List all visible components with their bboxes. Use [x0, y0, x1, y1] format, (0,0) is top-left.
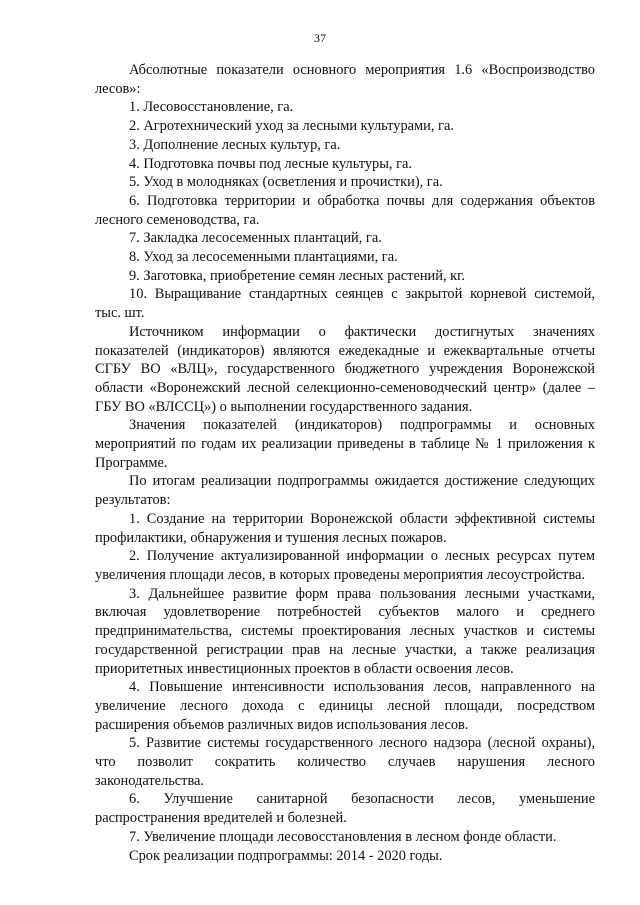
- list-item: 8. Уход за лесосеменными плантациями, га.: [129, 249, 398, 266]
- paragraph-intro: Абсолютные показатели основного мероприятия 1.6 «Воспроизводство лесов»:: [95, 62, 595, 97]
- paragraph-term: Срок реализации подпрограммы: 2014 - 2020 годы.: [129, 847, 443, 864]
- list-item: 3. Дополнение лесных культур, га.: [129, 136, 341, 153]
- paragraph-indicators: Значения показателей (индикаторов) подпрограммы и основных мероприятий по годам их реализации приведены в таблице № 1 приложения к Программе.: [95, 417, 595, 471]
- list-item: 7. Закладка лесосеменных плантаций, га.: [129, 230, 382, 247]
- document-body: [95, 61, 595, 865]
- paragraph-sources: Источником информации о фактически достигнутых значениях показателей (индикаторов) являются ежедекадные и ежеквартальные отчеты СГБУ ВО «ВЛЦ», государственного бюджетного учреждения Воронежской области «Воронежский лесной селекционно-семеноводческий центр» (далее – ГБУ ВО «ВЛССЦ») о выполнении государственного задания.: [95, 323, 595, 415]
- result-item: 4. Повышение интенсивности использования лесов, направленного на увеличение лесного дохода с единицы лесной площади, посредством расширения объемов различных видов использования лесов.: [95, 679, 595, 733]
- result-item: 3. Дальнейшее развитие форм права пользования лесными участками, включая удовлетворение потребностей субъектов малого и среднего предпринимательства, системы проектирования лесных участков и системы государственной регистрации прав на лесные участки, а также реализация приоритетных инвестиционных проектов в области освоения лесов.: [95, 585, 595, 677]
- list-item: 6. Подготовка территории и обработка почвы для содержания объектов лесного семеноводства, га.: [95, 192, 595, 228]
- result-item: 5. Развитие системы государственного лесного надзора (лесной охраны), что позволит сократить количество случаев нарушения лесного законодательства.: [95, 735, 595, 789]
- page-number: 37: [314, 31, 326, 45]
- list-item: 10. Выращивание стандартных сеянцев с закрытой корневой системой, тыс. шт.: [95, 286, 595, 322]
- list-item: 4. Подготовка почвы под лесные культуры, га.: [129, 155, 412, 172]
- result-item: 1. Создание на территории Воронежской области эффективной системы профилактики, обнаружения и тушения лесных пожаров.: [95, 510, 595, 546]
- list-item: 1. Лесовосстановление, га.: [129, 99, 294, 116]
- paragraph-results-intro: По итогам реализации подпрограммы ожидается достижение следующих результатов:: [95, 473, 595, 509]
- result-item: 6. Улучшение санитарной безопасности лесов, уменьшение распространения вредителей и болезней.: [95, 791, 595, 827]
- list-item: 2. Агротехнический уход за лесными культурами, га.: [129, 118, 454, 135]
- result-item: 2. Получение актуализированной информации о лесных ресурсах путем увеличения площади лесов, в которых проведены мероприятия лесоустройства.: [95, 548, 595, 583]
- list-item: 9. Заготовка, приобретение семян лесных растений, кг.: [129, 267, 466, 284]
- result-item: 7. Увеличение площади лесовосстановления в лесном фонде области.: [129, 828, 557, 845]
- list-item: 5. Уход в молодняках (осветления и прочистки), га.: [129, 174, 443, 191]
